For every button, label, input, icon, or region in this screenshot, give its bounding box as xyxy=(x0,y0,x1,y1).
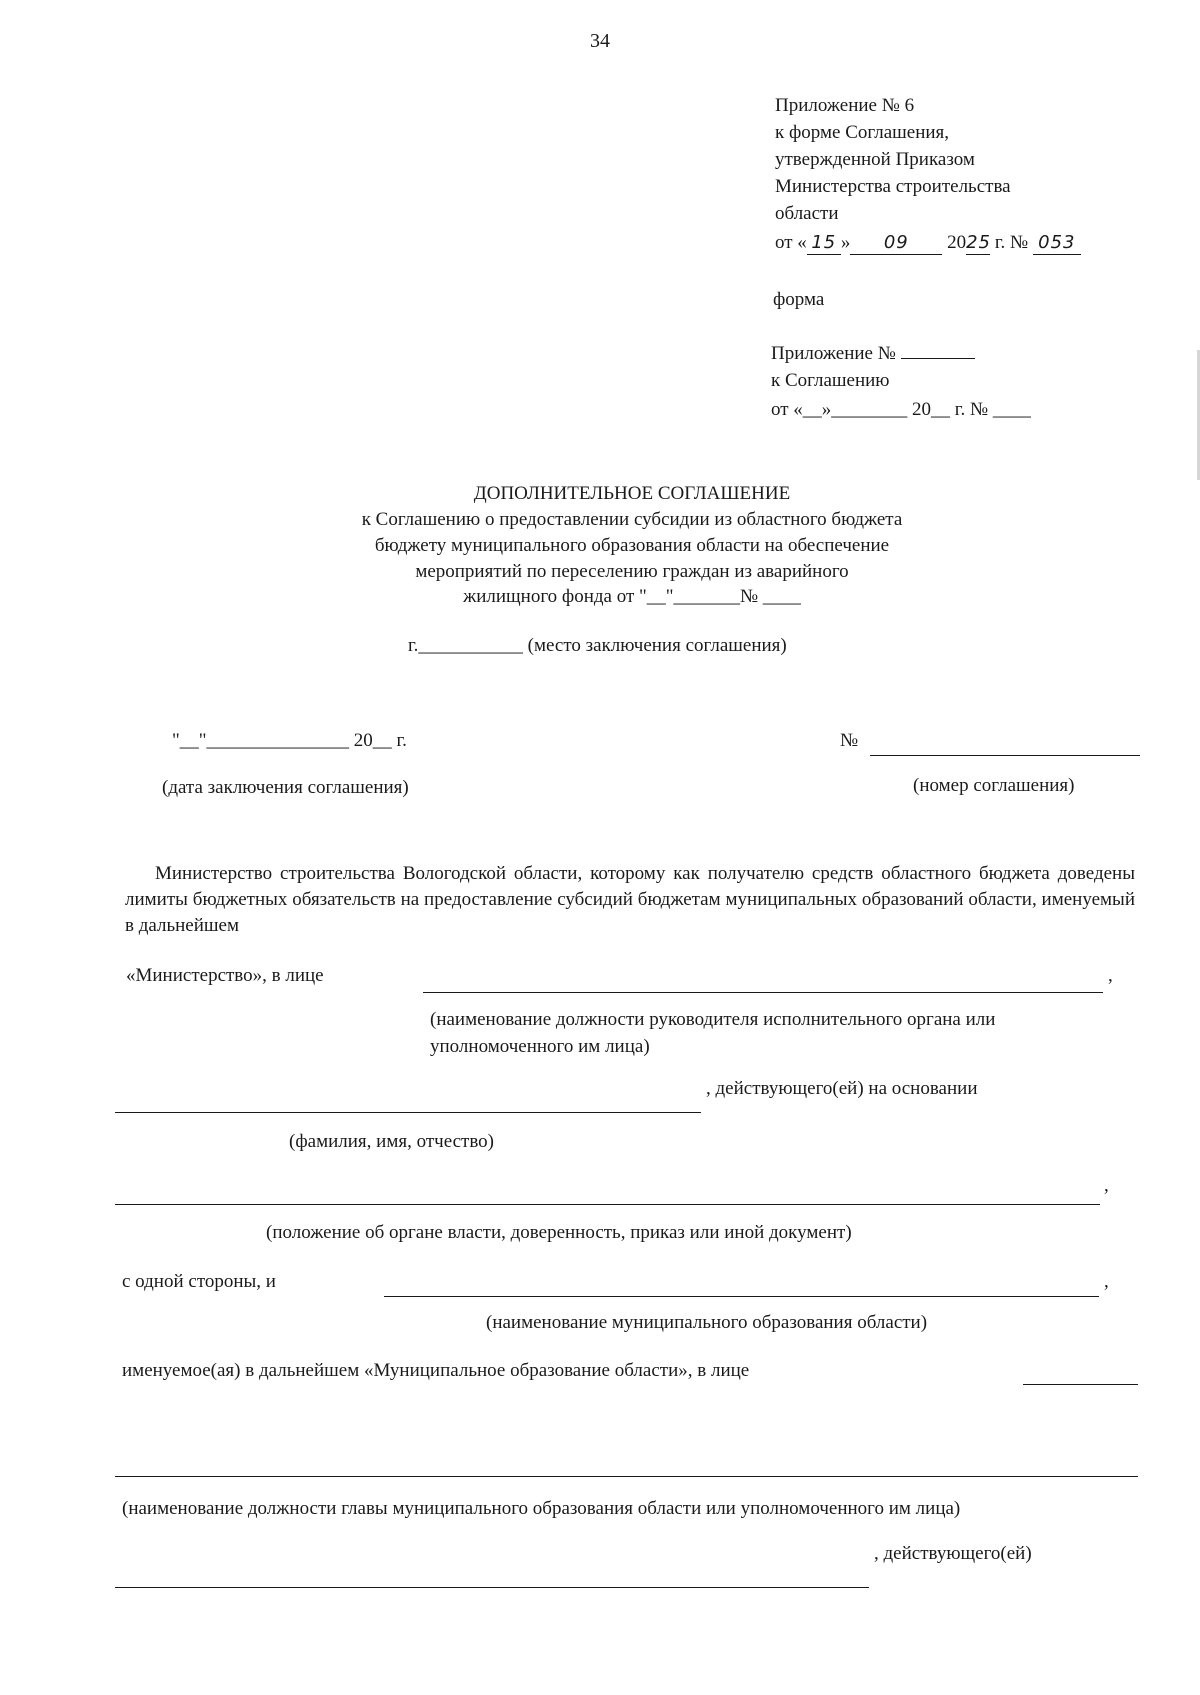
number-sign: № xyxy=(840,730,859,751)
title-line-1: к Соглашению о предоставлении субсидии из областного бюджета xyxy=(361,509,903,530)
date-caption: (дата заключения соглашения) xyxy=(162,777,409,798)
agreement-date: "__"_______________ 20__ г. xyxy=(172,730,407,751)
title-line-4: жилищного фонда от "__"_______№ ____ xyxy=(463,586,801,607)
appendix-date-line xyxy=(775,229,1081,256)
handwritten-year: 25 xyxy=(966,232,991,253)
place-line: г.___________ (место заключения соглашения) xyxy=(408,635,787,656)
comma-1: , xyxy=(1108,965,1113,986)
head-line-short xyxy=(1023,1384,1138,1385)
form-label: форма xyxy=(773,289,825,310)
position-line xyxy=(423,992,1103,993)
year-prefix: 20 xyxy=(947,232,967,253)
year-end: г. № xyxy=(990,232,1029,253)
handwritten-day: 15 xyxy=(807,232,841,255)
attachment-line-2: к Соглашению xyxy=(771,370,890,391)
intro-paragraph: Министерство строительства Вологодской области, которому как получателю средств областного бюджета доведены лимиты бюджетных обязательств на предоставление субсидий бюджетам муниципальных образований области, именуемый в дальнейшем xyxy=(125,863,1135,936)
appendix-line-5: области xyxy=(775,203,839,224)
document-line xyxy=(115,1204,1100,1205)
date-prefix: от « xyxy=(775,232,807,253)
head-fio-line xyxy=(115,1587,869,1588)
number-caption: (номер соглашения) xyxy=(913,775,1075,796)
municipality-line xyxy=(384,1296,1099,1297)
appendix-line-2: к форме Соглашения, xyxy=(775,122,950,143)
handwritten-number: 053 xyxy=(1033,232,1081,255)
acting-short: , действующего(ей) xyxy=(874,1543,1032,1564)
ministry-in-person: «Министерство», в лице xyxy=(126,965,324,986)
caption-fio: (фамилия, имя, отчество) xyxy=(289,1131,495,1152)
page-number: 34 xyxy=(590,30,610,52)
comma-2: , xyxy=(1104,1175,1109,1196)
one-side: с одной стороны, и xyxy=(122,1271,276,1292)
attachment-line-1 xyxy=(771,340,975,367)
attachment-number-label: Приложение № xyxy=(771,343,896,364)
caption-position: (наименование должности руководителя исполнительного органа или xyxy=(430,1009,996,1030)
attachment-date-line: от «__»________ 20__ г. № ____ xyxy=(771,399,1031,420)
head-position-line xyxy=(115,1476,1138,1477)
fio-line xyxy=(115,1112,701,1113)
caption-position-2: уполномоченного им лица) xyxy=(430,1036,650,1057)
date-sep: » xyxy=(840,232,851,253)
title-heading: ДОПОЛНИТЕЛЬНОЕ СОГЛАШЕНИЕ xyxy=(473,483,791,504)
attachment-number-blank xyxy=(901,358,975,359)
appendix-line-1: Приложение № 6 xyxy=(775,95,915,116)
title-line-3: мероприятий по переселению граждан из аварийного xyxy=(415,561,849,582)
caption-document: (положение об органе власти, доверенность, приказ или иной документ) xyxy=(266,1222,852,1243)
title-line-2: бюджету муниципального образования области на обеспечение xyxy=(374,535,890,556)
appendix-line-3: утвержденной Приказом xyxy=(775,149,975,170)
caption-municipality: (наименование муниципального образования области) xyxy=(486,1312,928,1333)
agreement-number-line xyxy=(870,755,1140,756)
acting-basis: , действующего(ей) на основании xyxy=(706,1078,978,1099)
comma-3: , xyxy=(1104,1271,1109,1292)
appendix-line-4: Министерства строительства xyxy=(775,176,1011,197)
caption-head: (наименование должности главы муниципального образования области или уполномоченного им лица) xyxy=(122,1498,961,1519)
hereinafter-municipality: именуемое(ая) в дальнейшем «Муниципальное образование области», в лице xyxy=(122,1360,750,1381)
handwritten-month: 09 xyxy=(850,232,942,255)
